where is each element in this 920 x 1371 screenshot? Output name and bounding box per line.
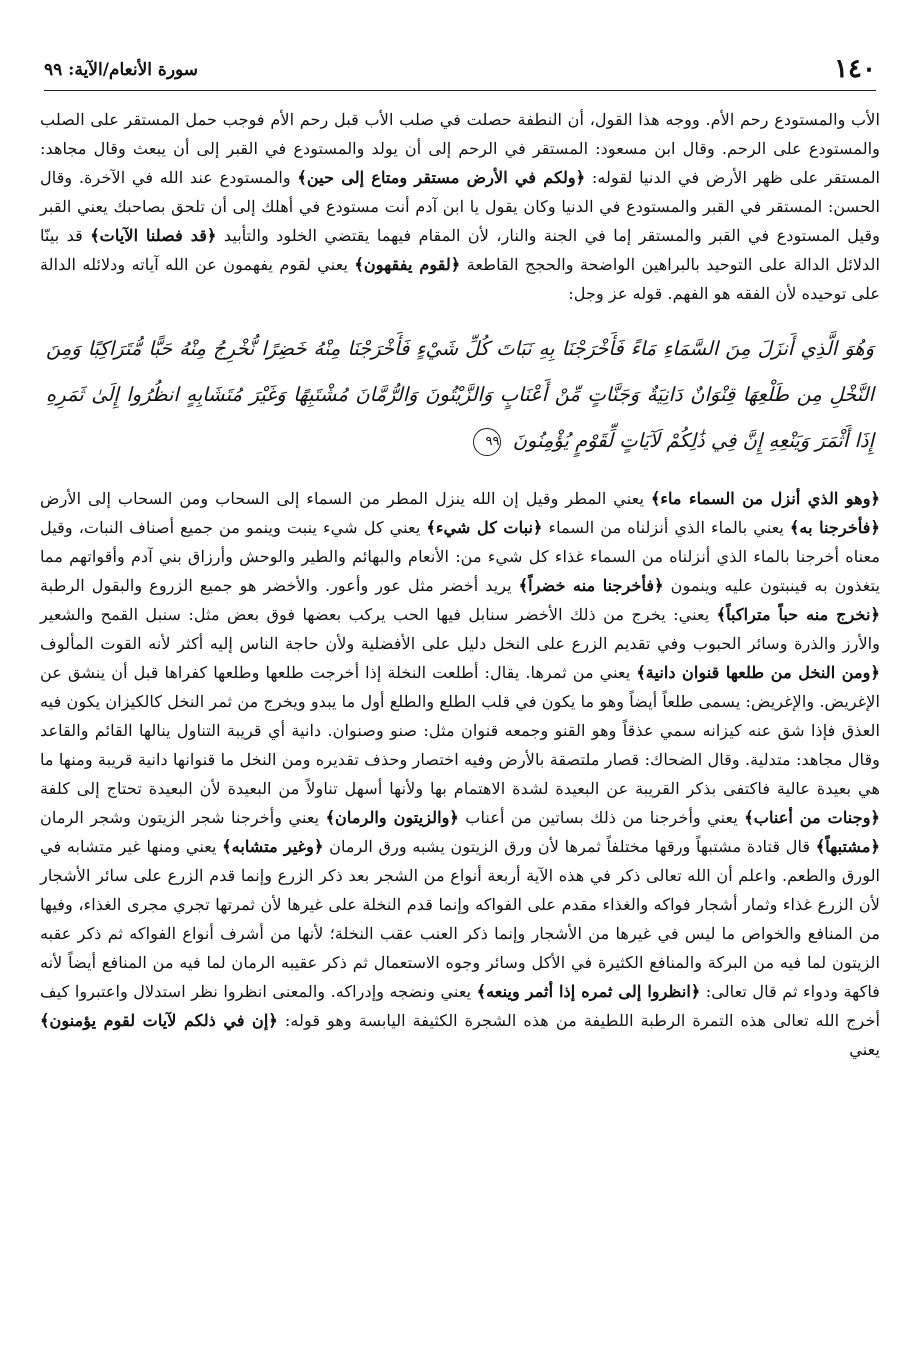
text-run: يعني وأخرجنا شجر الزيتون وشجر الرمان xyxy=(40,808,326,827)
quran-quote: ﴿ولكم في الأرض مستقر ومتاع إلى حين﴾ xyxy=(297,168,586,187)
page-number: ١٤٠ xyxy=(834,54,876,84)
text-run: يعني من ثمرها. يقال: أطلعت النخلة إذا أخرجت طلعها وطلعها كفراها قبل أن ينشق عن الإغريض. والإغريض: يسمى طلعاً أيضاً وهو ما يكون في قلب الطلع والطلع أول ما يبدو ويخرج من ثمر النخل كالكيزان يكون فيه العذق فإذا شق عنه كيزانه سمي عذقاً وهو القنو وجمعه قنوان مثل: صنو وصنوان. دانية أي قريبة التناول ينالها القائم والقاعد وقال مجاهد: متدلية. وقال الضحاك: قصار ملتصقة بالأرض وفيه اختصار وحذف تقديره ومن النخل ما قنوانها دانية قريبة ومنها ما هي بعيدة عالية فاكتفى بذكر القريبة عن البعيدة لشدة الاهتمام بها ولأنها أسهل تناولاً من البعيدة لأن البعيدة تحتاج إلى كلفة xyxy=(40,663,880,798)
commentary-text xyxy=(40,484,880,1064)
text-run: قال قتادة مشتبهاً ورقها مختلفاً ثمرها لأن ورق الزيتون يشبه ورق الرمان xyxy=(323,837,816,856)
text-run: يعني ونضجه وإدراكه. والمعنى انظروا نظر استدلال واعتبروا كيف أخرج الله تعالى هذه التمرة الرطبة اللطيفة من هذه الشجرة الكثيفة اليابسة وهو قوله: xyxy=(40,982,880,1030)
commentary-paragraph xyxy=(40,484,880,1064)
quran-quote: ﴿مشتبهاً﴾ xyxy=(815,837,881,856)
text-run: يعني وأخرجنا من ذلك بساتين من أعناب xyxy=(458,808,745,827)
quran-quote: ﴿إن في ذلكم لآيات لقوم يؤمنون﴾ xyxy=(40,1011,278,1030)
ayah-number-marker: ٩٩ xyxy=(473,428,501,456)
quran-quote: ﴿فأخرجنا منه خضراً﴾ xyxy=(518,576,664,595)
quran-quote: ﴿والزيتون والرمان﴾ xyxy=(325,808,459,827)
quran-verse xyxy=(46,326,874,464)
text-run: قد بينّا الدلائل الدالة على التوحيد بالبراهين الواضحة والحجج القاطعة xyxy=(40,226,880,274)
quran-quote: ﴿انظروا إلى ثمره إذا أثمر وينعه﴾ xyxy=(476,982,701,1001)
text-run: يريد أخضر مثل عور وأعور. والأخضر هو جميع الزروع والبقول الرطبة xyxy=(40,576,519,595)
text-run: يعني ومنها غير متشابه في الورق والطعم. واعلم أن الله تعالى ذكر في هذه الآية أربعة أنواع من الشجر بعد ذكر الزرع وإنما قدم الزرع على سائر الأشجار لأن الزرع غذاء وثمار أشجار فواكه والغذاء مقدم على الفواكه وإنما قدم النخلة على غيرها لأن ثمرتها تجري مجرى الغذاء، وفيها من المنافع والخواص ما ليس في غيرها من الأشجار وإنما ذكر العنب عقب النخلة؛ لأنها من أشرف أنواع الفواكه ثم ذكر عقبه الزيتون لما فيه من البركة والمنافع الكثيرة في الأكل وسائر وجوه الاستعمال ثم ذكر عقيبه الرمان لما فيه من المنافع أيضاً لأنه فاكهة ودواء ثم قال تعالى: xyxy=(40,837,880,1001)
quran-quote: ﴿نخرج منه حباً متراكباً﴾ xyxy=(716,605,881,624)
page-header xyxy=(44,56,876,91)
text-run: الأب والمستودع رحم الأم. ووجه هذا القول، أن النطفة حصلت في صلب الأب قبل رحم الأم فوجب حمل المستقر على الصلب والمستودع على الرحم. وقال ابن مسعود: المستقر في الرحم إلى أن يولد والمستودع في القبر إلى أن يبعث وقال مجاهد: المستقر على ظهر الأرض في الدنيا لقوله: xyxy=(40,110,880,187)
text-run: يعني لقوم يفهمون عن الله آياته ودلائله الدالة على توحيده لأن الفقه هو الفهم. قوله عز وجل: xyxy=(40,255,880,303)
intro-paragraph xyxy=(40,105,880,308)
quran-quote: ﴿ومن النخل من طلعها قنوان دانية﴾ xyxy=(636,663,880,682)
text-run: يعني المطر وقيل إن الله ينزل المطر من السماء إلى السحاب ومن السحاب إلى الأرض xyxy=(40,489,651,508)
quran-quote: ﴿لقوم يفقهون﴾ xyxy=(354,255,461,274)
quran-quote: ﴿وجنات من أعناب﴾ xyxy=(744,808,880,827)
text-run: يعني xyxy=(849,1040,880,1059)
quran-quote: ﴿وغير متشابه﴾ xyxy=(222,837,324,856)
quran-quote: ﴿قد فصلنا الآيات﴾ xyxy=(90,226,217,245)
quran-quote: ﴿فأخرجنا به﴾ xyxy=(789,518,880,537)
surah-reference: سورة الأنعام/الآية: ٩٩ xyxy=(44,60,199,80)
quran-quote: ﴿وهو الذي أنزل من السماء ماء﴾ xyxy=(650,489,880,508)
quran-quote: ﴿نبات كل شيء﴾ xyxy=(426,518,543,537)
text-run: والمستودع عند الله في الآخرة. وقال الحسن: المستقر في القبر والمستودع في الدنيا وكان يقول يا ابن آدم أنت مستودع في أهلك إلى أن تلحق بصاحبك يعني القبر وقيل المستودع في القبر والمستقر إما في الجنة والنار، لأن المقام فيهما يقتضي الخلود والتأبيد xyxy=(40,168,880,245)
text-run: يعني كل شيء ينبت وينمو من جميع أصناف النبات، وقيل معناه أخرجنا بالماء الذي أنزلناه من السماء غذاء كل شيء من: الأنعام والبهائم والطير والوحش وأرزاق بني آدم وأقواتهم مما يتغذون به فينبتون عليه وينمون xyxy=(40,518,880,595)
text-run: يعني: يخرج من ذلك الأخضر سنابل فيها الحب يركب بعضها فوق بعض مثل: سنبل القمح والشعير والأرز والذرة وسائر الحبوب وفي تقديم الزرع على النخل دليل على الأفضلية ولأن حاجة الناس إليه أكثر لأنه القوت المألوف xyxy=(40,605,880,653)
verse-text: وَهُوَ الَّذِي أَنزَلَ مِنَ السَّمَاءِ مَاءً فَأَخْرَجْنَا بِهِ نَبَاتَ كُلِّ شَيْءٍ فَأَخْرَجْنَا مِنْهُ خَضِرًا نُّخْرِجُ مِنْهُ حَبًّا مُّتَرَاكِبًا وَمِنَ النَّخْلِ مِن طَلْعِهَا قِنْوَانٌ دَانِيَةٌ وَجَنَّاتٍ مِّنْ أَعْنَابٍ وَالزَّيْتُونَ وَالرُّمَّانَ مُشْتَبِهًا وَغَيْرَ مُتَشَابِهٍ انظُرُوا إِلَىٰ ثَمَرِهِ إِذَا أَثْمَرَ وَيَنْعِهِ إِنَّ فِي ذَٰلِكُمْ لَآيَاتٍ لِّقَوْمٍ يُؤْمِنُونَ xyxy=(46,337,874,452)
intro-text xyxy=(40,105,880,308)
text-run: يعني بالماء الذي أنزلناه من السماء xyxy=(542,518,790,537)
